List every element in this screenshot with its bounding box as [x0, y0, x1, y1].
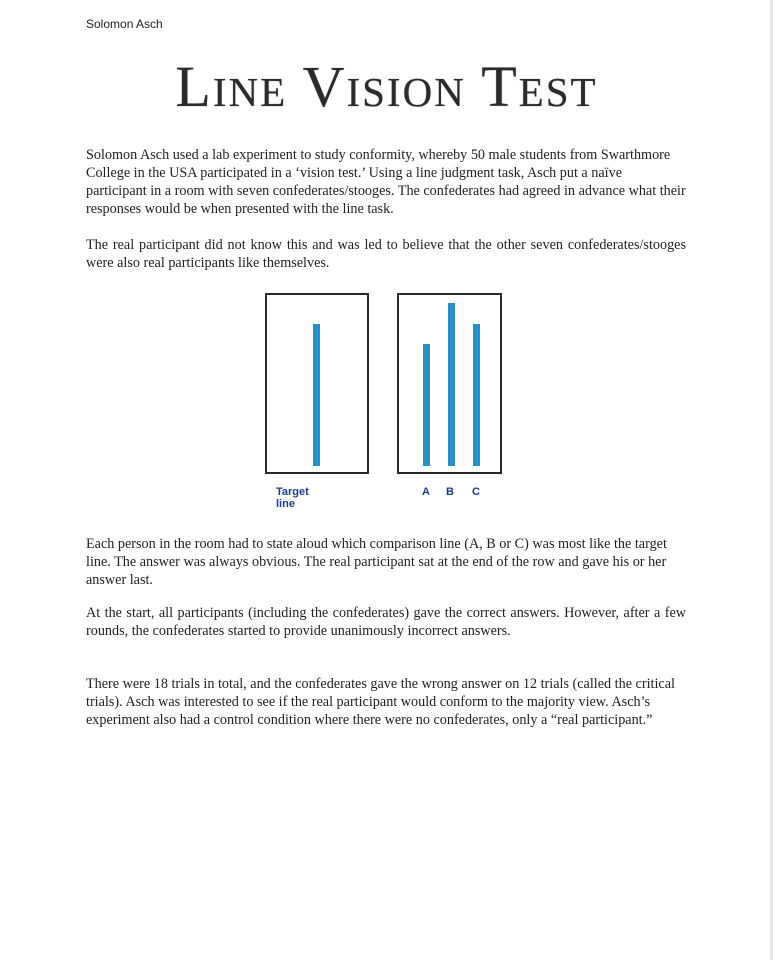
trials-paragraph: There were 18 trials in total, and the confederates gave the wrong answer on 12 trials (called the critical trials). Asch was interested to see if the real participant would conform to the majority view. Asch’s experiment also had a control condition where there were no confederates, only a “real participant.”: [86, 676, 675, 728]
label-b: B: [446, 486, 454, 498]
participant-paragraph: The real participant did not know this and was led to believe that the other seven confederates/stooges were also real participants like themselves.: [86, 237, 686, 271]
target-line: [313, 324, 320, 466]
rounds-paragraph: At the start, all participants (including the confederates) gave the correct answers. However, after a few rounds, the confederates started to provide unanimously incorrect answers.: [86, 605, 686, 639]
target-card: [265, 293, 369, 474]
comparison-line-b: [448, 303, 455, 466]
comparison-card: [397, 293, 502, 474]
header-author: Solomon Asch: [86, 17, 163, 31]
label-c: C: [472, 486, 480, 498]
page-title: Line Vision Test: [175, 54, 598, 119]
target-line-label: Target line: [276, 486, 309, 510]
label-a: A: [422, 486, 430, 498]
comparison-line-c: [473, 324, 480, 466]
procedure-paragraph: Each person in the room had to state aloud which comparison line (A, B or C) was most like the target line. The answer was always obvious. The real participant sat at the end of the row and gave his or her answer last.: [86, 536, 667, 588]
comparison-line-a: [423, 344, 430, 466]
intro-paragraph: Solomon Asch used a lab experiment to study conformity, whereby 50 male students from Swarthmore College in the USA participated in a ‘vision test.’ Using a line judgment task, Asch put a naïve participant in a room with seven confederates/stooges. The confederates had agreed in advance what their responses would be when presented with the line task.: [86, 147, 686, 217]
